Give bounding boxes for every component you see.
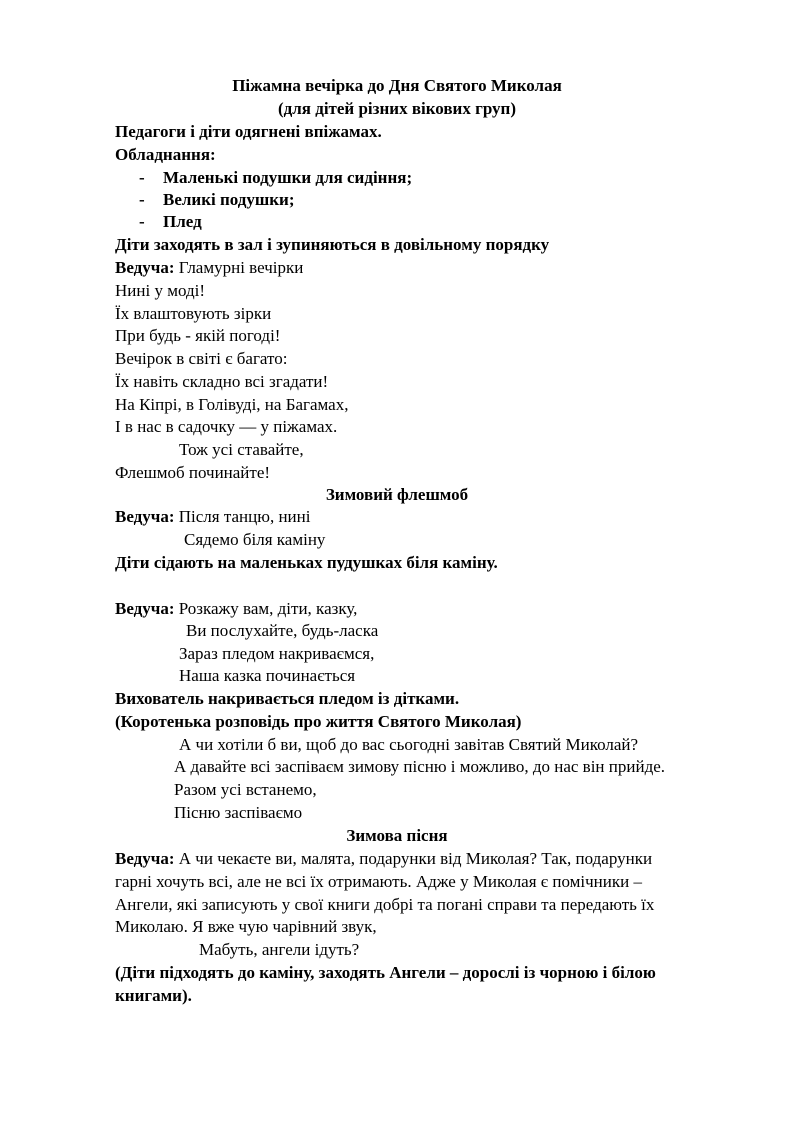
document-subtitle: (для дітей різних вікових груп) bbox=[277, 99, 517, 118]
poem-line: Зараз пледом накриваємся, bbox=[179, 644, 375, 663]
stage-direction: Діти сідають на маленьках пудушках біля каміну. bbox=[115, 553, 498, 572]
poem-line: І в нас в садочку — у піжамах. bbox=[115, 417, 338, 436]
poem-line: Їх влаштовують зірки bbox=[115, 304, 272, 323]
equipment-item: - Маленькі подушки для сидіння; bbox=[139, 168, 413, 187]
equipment-item: - Плед bbox=[139, 212, 202, 231]
equipment-label: Обладнання: bbox=[115, 145, 216, 164]
stage-direction: книгами). bbox=[115, 986, 192, 1005]
poem-line: На Кіпрі, в Голівуді, на Багамах, bbox=[115, 395, 349, 414]
document-title: Піжамна вечірка до Дня Святого Миколая bbox=[232, 76, 562, 95]
host-label: Ведуча: bbox=[115, 849, 175, 868]
poem-line: Нині у моді! bbox=[115, 281, 205, 300]
stage-direction: Вихователь накривається пледом із дітками. bbox=[115, 689, 460, 708]
poem-line: Ви послухайте, будь-ласка bbox=[186, 621, 379, 640]
host-label: Ведуча: bbox=[115, 507, 175, 526]
equipment-item: - Великі подушки; bbox=[139, 190, 295, 209]
speech-line: Ангели, які записують у свої книги добрі та погані справи та передають їх bbox=[115, 895, 655, 914]
host-label: Ведуча: bbox=[115, 258, 175, 277]
speech-line: Ведуча: А чи чекаєте ви, малята, подарунки від Миколая? Так, подарунки bbox=[115, 849, 653, 868]
host-label: Ведуча: bbox=[115, 599, 175, 618]
speech-line: гарні хочуть всі, але не всі їх отримають. Адже у Миколая є помічники – bbox=[115, 872, 642, 891]
speech-line: Разом усі встанемо, bbox=[174, 780, 317, 799]
poem-line: При будь - якій погоді! bbox=[115, 326, 281, 345]
section-heading-song: Зимова пісня bbox=[346, 826, 448, 845]
poem-line: Ведуча: Розкажу вам, діти, казку, bbox=[115, 599, 358, 618]
poem-line: Ведуча: Гламурні вечірки bbox=[115, 258, 304, 277]
stage-direction: (Коротенька розповідь про життя Святого Миколая) bbox=[115, 712, 522, 731]
poem-line: Тож усі ставайте, bbox=[179, 440, 304, 459]
speech-line: Миколаю. Я вже чую чарівний звук, bbox=[115, 917, 377, 936]
speech-line: А чи хотіли б ви, щоб до вас сьогодні завітав Святий Миколай? bbox=[179, 735, 639, 754]
poem-line: Їх навіть складно всі згадати! bbox=[115, 372, 329, 391]
poem-line: Ведуча: Після танцю, нині bbox=[115, 507, 311, 526]
stage-direction: Діти заходять в зал і зупиняються в довільному порядку bbox=[115, 235, 550, 254]
section-heading-flashmob: Зимовий флешмоб bbox=[325, 485, 469, 504]
poem-line: Сядемо біля каміну bbox=[184, 530, 326, 549]
stage-direction: (Діти підходять до каміну, заходять Ангели – дорослі із чорною і білою bbox=[115, 963, 656, 982]
speech-line: Мабуть, ангели ідуть? bbox=[199, 940, 360, 959]
intro-line: Педагоги і діти одягнені впіжамах. bbox=[115, 122, 382, 141]
poem-line: Наша казка починається bbox=[179, 666, 356, 685]
speech-line: Пісню заспіваємо bbox=[174, 803, 303, 822]
poem-line: Флешмоб починайте! bbox=[115, 463, 271, 482]
speech-line: А давайте всі заспіваєм зимову пісню і можливо, до нас він прийде. bbox=[174, 757, 666, 776]
poem-line: Вечірок в світі є багато: bbox=[115, 349, 288, 368]
